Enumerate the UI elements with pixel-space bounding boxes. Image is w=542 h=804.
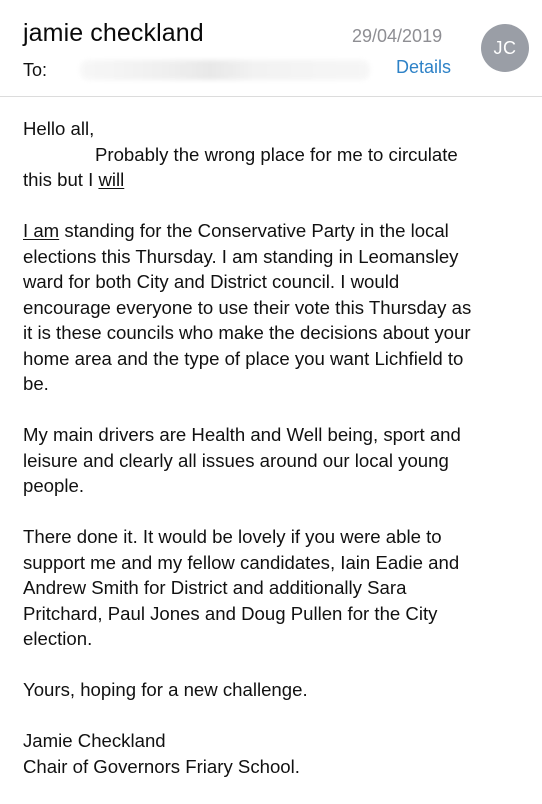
paragraph-line [23, 218, 528, 244]
signature [23, 728, 528, 779]
underlined-phrase: I am [23, 220, 60, 241]
paragraph-line: be. [23, 373, 49, 394]
body-paragraph [23, 218, 528, 397]
sender-name[interactable]: jamie checkland [23, 19, 204, 47]
paragraph-line: people. [23, 475, 85, 496]
paragraph-line: it is these councils who make the decisions about your [23, 322, 471, 343]
email-date: 29/04/2019 [352, 26, 443, 46]
paragraph-line: encourage everyone to use their vote this Thursday as [23, 296, 472, 318]
details-link[interactable]: Details [396, 57, 452, 77]
avatar-initials: JC [493, 37, 517, 58]
header-divider [0, 96, 542, 97]
paragraph-line: Andrew Smith for District and additionally Sara [23, 577, 407, 598]
signature-title: Chair of Governors Friary School. [23, 755, 300, 777]
greeting-paragraph [23, 116, 528, 193]
recipients-redacted [80, 60, 370, 80]
greeting: Hello all, [23, 118, 95, 139]
paragraph-line: There done it. It would be lovely if you were able to [23, 526, 442, 547]
body-paragraph [23, 422, 528, 499]
sender-avatar[interactable] [481, 24, 529, 72]
intro-line: Probably the wrong place for me to circulate [95, 143, 458, 165]
closing-line: Yours, hoping for a new challenge. [23, 679, 308, 700]
intro-text: this but I [23, 169, 99, 190]
underlined-word: will [98, 169, 125, 190]
to-label: To: [23, 60, 48, 80]
signature-name: Jamie Checkland [23, 730, 166, 751]
paragraph-line: election. [23, 628, 93, 649]
paragraph-line: support me and my fellow candidates, Iain Eadie and [23, 551, 460, 573]
body-paragraph [23, 524, 528, 652]
paragraph-line: My main drivers are Health and Well being, sport and [23, 424, 461, 445]
paragraph-text: standing for the Conservative Party in the local [59, 220, 449, 241]
intro-line [23, 167, 528, 193]
email-body [23, 116, 528, 779]
paragraph-line: Pritchard, Paul Jones and Doug Pullen for the City [23, 602, 438, 624]
paragraph-line: ward for both City and District council. I would [23, 271, 400, 292]
paragraph-line: leisure and clearly all issues around our local young [23, 449, 449, 471]
email-header [0, 0, 542, 97]
paragraph-line: elections this Thursday. I am standing in Leomansley [23, 245, 459, 267]
closing-paragraph [23, 677, 528, 703]
paragraph-line: home area and the type of place you want Lichfield to [23, 347, 464, 369]
